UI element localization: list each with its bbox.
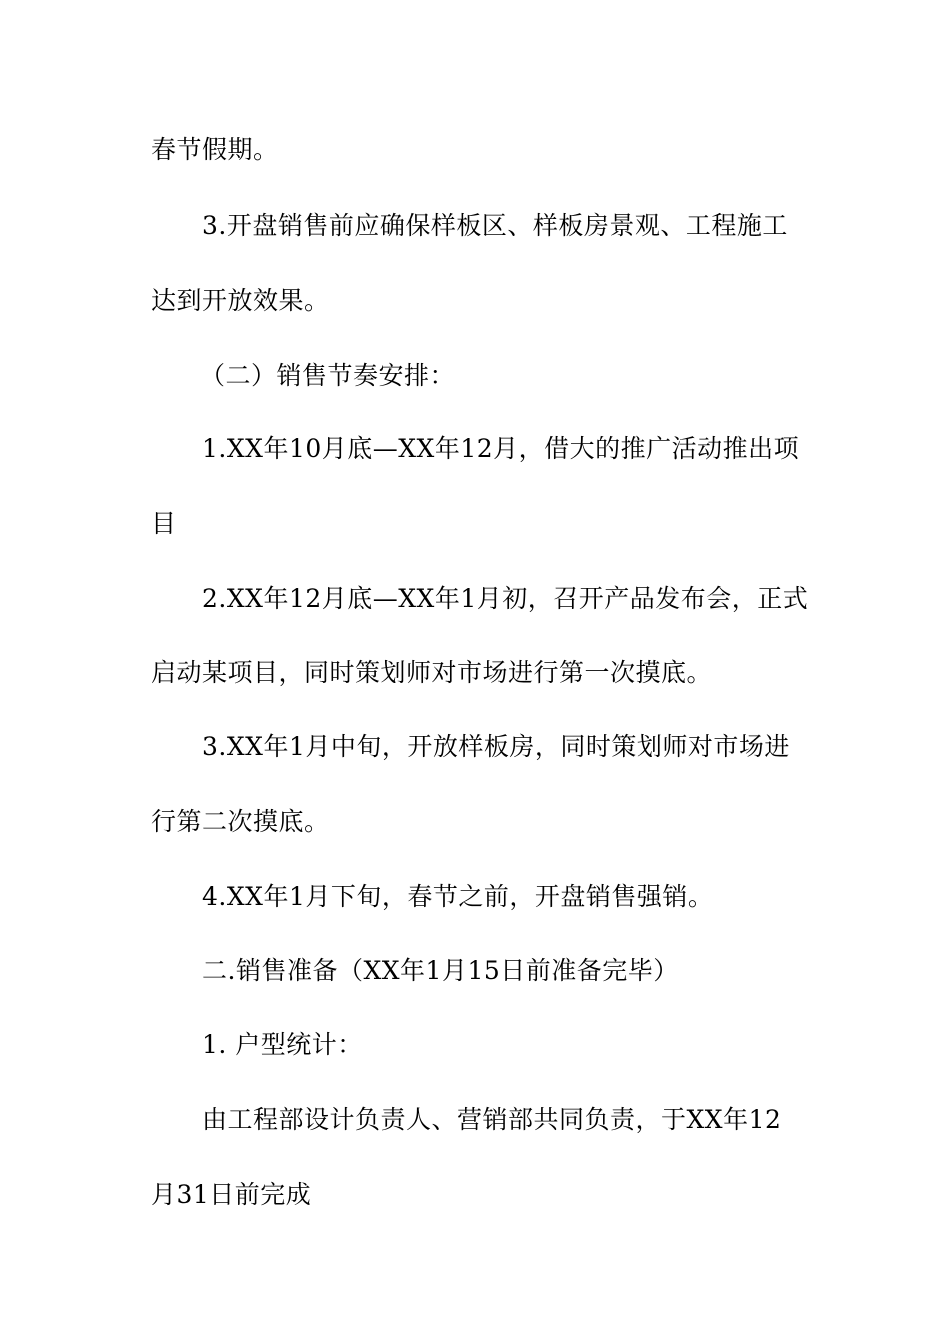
- paragraph-line: 春节假期。: [151, 135, 279, 164]
- paragraph-line: 由工程部设计负责人、营销部共同负责，于XX年12: [202, 1105, 782, 1134]
- paragraph-line: 1.XX年10月底—XX年12月，借大的推广活动推出项: [202, 434, 800, 463]
- paragraph-line: 3.开盘销售前应确保样板区、样板房景观、工程施工: [202, 211, 788, 240]
- paragraph-line: 2.XX年12月底—XX年1月初，召开产品发布会，正式: [202, 584, 809, 613]
- paragraph-line: 达到开放效果。: [151, 286, 330, 315]
- paragraph-line: 月31日前完成: [151, 1180, 312, 1209]
- section-heading: （二）销售节奏安排：: [200, 361, 456, 390]
- paragraph-line: 4.XX年1月下旬，春节之前，开盘销售强销。: [202, 882, 714, 911]
- paragraph-line: 3.XX年1月中旬，开放样板房，同时策划师对市场进: [202, 732, 790, 761]
- paragraph-line: 行第二次摸底。: [151, 807, 330, 836]
- paragraph-line: 启动某项目，同时策划师对市场进行第一次摸底。: [151, 658, 713, 687]
- subsection-heading: 1. 户型统计：: [202, 1030, 363, 1059]
- section-heading: 二.销售准备（XX年1月15日前准备完毕）: [202, 956, 679, 985]
- paragraph-line: 目: [151, 509, 177, 538]
